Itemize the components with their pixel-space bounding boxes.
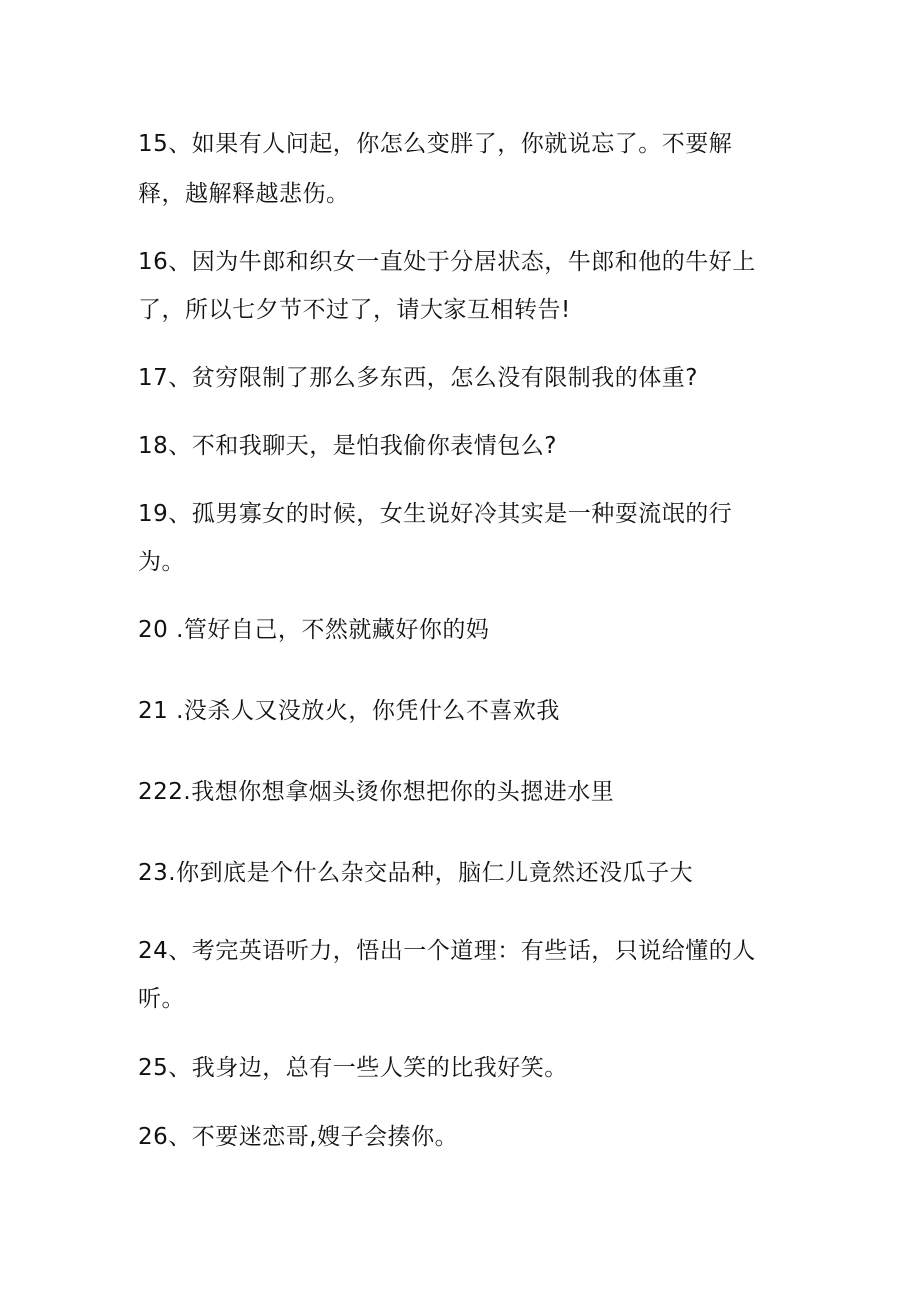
entry-20-line-1: 20 .管好自己，不然就藏好你的妈 bbox=[138, 617, 490, 643]
entry-19-line-2: 为。 bbox=[138, 549, 185, 575]
entry-15-line-2: 释，越解释越悲伤。 bbox=[138, 181, 350, 207]
entry-19-line-1: 19、孤男寡女的时候，女生说好冷其实是一种耍流氓的行 bbox=[138, 501, 733, 527]
entry-16-line-2: 了，所以七夕节不过了，请大家互相转告! bbox=[138, 297, 571, 323]
entry-17-line-1: 17、贫穷限制了那么多东西，怎么没有限制我的体重? bbox=[138, 365, 698, 391]
entry-22-line-1: 222.我想你想拿烟头烫你想把你的头摁进水里 bbox=[138, 779, 615, 805]
entry-16-line-1: 16、因为牛郎和织女一直处于分居状态，牛郎和他的牛好上 bbox=[138, 249, 756, 275]
entry-24-line-2: 听。 bbox=[138, 986, 185, 1012]
entry-24-line-1: 24、考完英语听力，悟出一个道理：有些话，只说给懂的人 bbox=[138, 938, 756, 964]
entry-23-line-1: 23.你到底是个什么杂交品种，脑仁儿竟然还没瓜子大 bbox=[138, 860, 694, 886]
entry-21-line-1: 21 .没杀人又没放火，你凭什么不喜欢我 bbox=[138, 698, 560, 724]
entry-18-line-1: 18、不和我聊天，是怕我偷你表情包么? bbox=[138, 433, 557, 459]
entry-15-line-1: 15、如果有人问起，你怎么变胖了，你就说忘了。不要解 bbox=[138, 131, 733, 157]
entry-25-line-1: 25、我身边，总有一些人笑的比我好笑。 bbox=[138, 1055, 568, 1081]
entry-26-line-1: 26、不要迷恋哥,嫂子会揍你。 bbox=[138, 1124, 459, 1150]
